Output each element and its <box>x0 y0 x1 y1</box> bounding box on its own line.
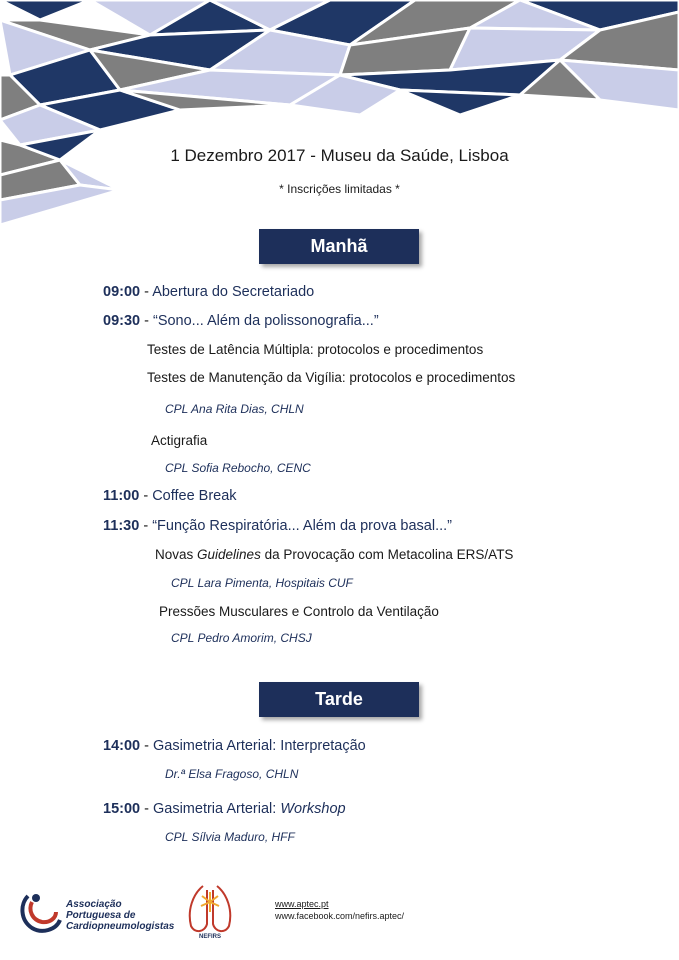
agenda-item: 09:00 - Abertura do Secretariado <box>103 284 315 300</box>
agenda-item: 11:30 - “Função Respiratória... Além da prova basal...” <box>103 518 452 534</box>
section-header-morning: Manhã <box>259 229 419 264</box>
agenda-title: “Sono... Além da polissonografia...” <box>152 313 379 329</box>
aptec-name: Associação Portuguesa de Cardiopneumologistas <box>66 899 175 932</box>
agenda-item: 11:00 - Coffee Break <box>103 488 237 504</box>
agenda-time: 11:30 <box>103 518 140 534</box>
agenda-title: “Função Respiratória... Além da prova basal...” <box>152 518 452 534</box>
section-header-afternoon: Tarde <box>259 682 419 717</box>
agenda-subtopic: Novas Guidelines da Provocação com Metacolina ERS/ATS <box>155 547 514 562</box>
geometric-banner <box>0 0 679 240</box>
svg-text:NEFIRS: NEFIRS <box>198 934 222 940</box>
agenda-title: Abertura do Secretariado <box>152 284 315 300</box>
agenda-item: 14:00 - Gasimetria Arterial: Interpretação <box>103 738 366 754</box>
agenda-subtopic: Testes de Latência Múltipla: protocolos e procedimentos <box>147 342 484 357</box>
agenda-time: 15:00 <box>103 801 141 817</box>
footer-links <box>275 898 404 922</box>
aptec-logo-icon <box>18 888 64 934</box>
agenda-subtopic: Pressões Musculares e Controlo da Ventilação <box>159 604 439 619</box>
agenda-title: Gasimetria Arterial: Interpretação <box>152 738 366 754</box>
event-date-location: 1 Dezembro 2017 - Museu da Saúde, Lisboa <box>170 146 509 165</box>
agenda-item: 09:30 - “Sono... Além da polissonografia...” <box>103 313 379 329</box>
agenda-speaker: CPL Pedro Amorim, CHSJ <box>171 631 312 645</box>
agenda-speaker: CPL Ana Rita Dias, CHLN <box>165 402 304 416</box>
agenda-time: 11:00 <box>103 488 140 504</box>
agenda-time: 14:00 <box>103 738 141 754</box>
agenda-item: 15:00 - Gasimetria Arterial: Workshop <box>103 801 346 817</box>
agenda-speaker: CPL Sofia Rebocho, CENC <box>165 461 311 475</box>
agenda-title: Coffee Break <box>152 488 237 504</box>
agenda-title: Gasimetria Arterial: <box>152 801 281 817</box>
agenda-subtopic: Actigrafia <box>151 433 208 448</box>
facebook-link[interactable]: www.facebook.com/nefirs.aptec/ <box>275 911 405 921</box>
agenda-time: 09:00 <box>103 284 141 300</box>
agenda-speaker: CPL Sílvia Maduro, HFF <box>165 830 295 844</box>
agenda-speaker: Dr.ª Elsa Fragoso, CHLN <box>165 767 299 781</box>
nefirs-logo-icon <box>183 880 241 944</box>
limited-registration-note: * Inscrições limitadas * <box>279 182 400 196</box>
agenda-subtopic: Testes de Manutenção da Vigília: protocolos e procedimentos <box>147 370 516 385</box>
agenda-time: 09:30 <box>103 313 141 329</box>
aptec-website-link[interactable]: www.aptec.pt <box>275 899 329 909</box>
agenda-speaker: CPL Lara Pimenta, Hospitais CUF <box>171 576 353 590</box>
